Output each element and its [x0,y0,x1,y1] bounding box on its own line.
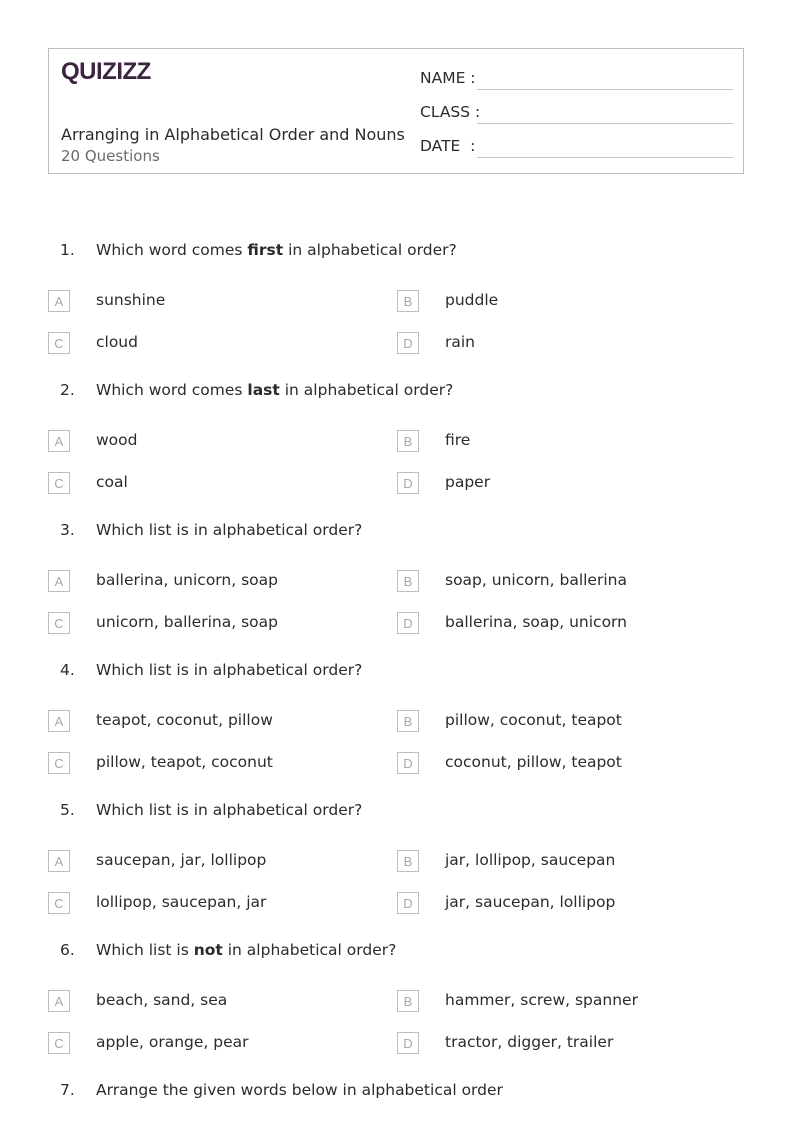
option-letter-box[interactable]: D [397,472,419,494]
question-count: 20 Questions [61,147,160,165]
option-text: soap, unicorn, ballerina [445,571,627,589]
option-text: fire [445,431,471,449]
option-text: sunshine [96,291,166,309]
question-number: 4. [60,661,75,679]
question-text [96,941,396,959]
option-text: pillow, coconut, teapot [445,711,622,729]
option-letter-box[interactable]: A [48,290,70,312]
option-letter-box[interactable]: C [48,472,70,494]
option-letter-box[interactable]: D [397,332,419,354]
question-text-start: Which word comes [96,381,248,399]
option-letter-box[interactable]: C [48,752,70,774]
option-text: tractor, digger, trailer [445,1033,614,1051]
question-text-emphasis: first [247,241,284,259]
question-text-end: in alphabetical order? [279,381,454,399]
option-letter-box[interactable]: B [397,850,419,872]
question-text-start: Arrange the given words below in alphabetical order [96,1081,503,1099]
option-letter-box[interactable]: D [397,1032,419,1054]
option-letter-box[interactable]: B [397,990,419,1012]
option-letter-box[interactable]: C [48,1032,70,1054]
option-letter-box[interactable]: D [397,752,419,774]
option-letter-box[interactable]: C [48,892,70,914]
name-label: NAME : [420,69,476,87]
option-letter-box[interactable]: A [48,850,70,872]
question-text-emphasis: last [247,381,280,399]
date-line[interactable] [477,157,733,158]
option-text: beach, sand, sea [96,991,228,1009]
option-text: puddle [445,291,499,309]
question-number: 7. [60,1081,75,1099]
question-text-start: Which list is in alphabetical order? [96,521,363,539]
worksheet-title: Arranging in Alphabetical Order and Nouns [61,125,405,144]
option-text: jar, lollipop, saucepan [445,851,616,869]
option-letter-box[interactable]: B [397,430,419,452]
option-text: unicorn, ballerina, soap [96,613,278,631]
option-letter-box[interactable]: D [397,892,419,914]
question-number: 2. [60,381,75,399]
question-text [96,661,362,679]
option-text: apple, orange, pear [96,1033,249,1051]
option-letter-box[interactable]: B [397,290,419,312]
option-letter-box[interactable]: A [48,710,70,732]
question-number: 5. [60,801,75,819]
worksheet-header [48,48,744,174]
option-letter-box[interactable]: B [397,570,419,592]
option-letter-box[interactable]: A [48,570,70,592]
option-text: cloud [96,333,138,351]
option-text: saucepan, jar, lollipop [96,851,267,869]
option-text: paper [445,473,491,491]
name-line[interactable] [477,89,733,90]
question-number: 1. [60,241,75,259]
class-line[interactable] [477,123,733,124]
option-text: teapot, coconut, pillow [96,711,273,729]
question-text [96,241,457,259]
option-text: wood [96,431,138,449]
option-text: hammer, screw, spanner [445,991,638,1009]
question-text-end: in alphabetical order? [222,941,397,959]
question-text-start: Which list is in alphabetical order? [96,801,363,819]
question-text-emphasis: not [193,941,223,959]
question-text-start: Which word comes [96,241,248,259]
option-letter-box[interactable]: A [48,990,70,1012]
option-text: rain [445,333,476,351]
question-number: 3. [60,521,75,539]
option-letter-box[interactable]: C [48,332,70,354]
option-letter-box[interactable]: D [397,612,419,634]
option-text: ballerina, soap, unicorn [445,613,627,631]
quizizz-logo: QUIZIZZ [61,58,151,85]
option-text: ballerina, unicorn, soap [96,571,278,589]
question-text [96,801,362,819]
question-text [96,521,362,539]
question-text-start: Which list is in alphabetical order? [96,661,363,679]
question-text-start: Which list is [96,941,194,959]
option-letter-box[interactable]: B [397,710,419,732]
option-text: pillow, teapot, coconut [96,753,273,771]
option-text: jar, saucepan, lollipop [445,893,616,911]
question-text [96,1081,503,1099]
date-label: DATE : [420,137,476,155]
option-letter-box[interactable]: C [48,612,70,634]
question-text [96,381,453,399]
option-letter-box[interactable]: A [48,430,70,452]
question-number: 6. [60,941,75,959]
option-text: coconut, pillow, teapot [445,753,622,771]
class-label: CLASS : [420,103,481,121]
option-text: lollipop, saucepan, jar [96,893,267,911]
question-text-end: in alphabetical order? [283,241,457,259]
option-text: coal [96,473,128,491]
